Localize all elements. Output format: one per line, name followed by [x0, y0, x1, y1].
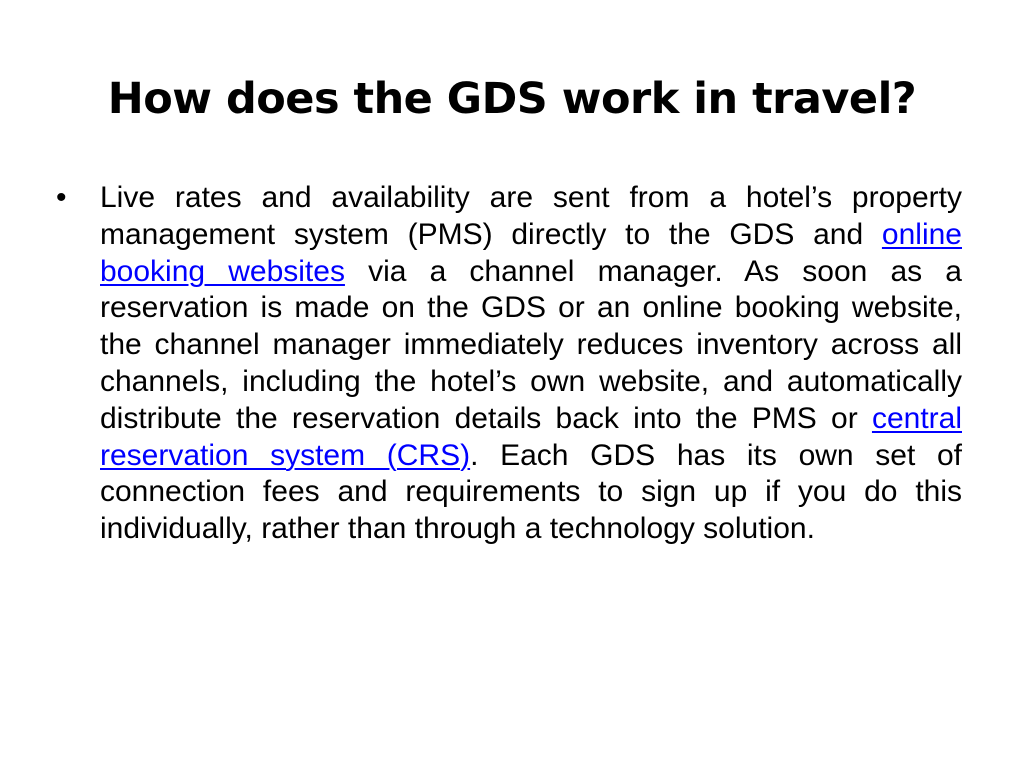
- bullet-item: [56, 180, 962, 548]
- bullet-list: [56, 180, 962, 548]
- slide-title: How does the GDS work in travel?: [107, 74, 917, 124]
- bullet-text-part-3: . Each GDS has its own set of connection fees and requirements to sign up if you do this individually, rather than through a technology solution.: [100, 438, 962, 546]
- online-booking-websites-link[interactable]: online booking websites: [100, 217, 962, 288]
- bullet-text-part-2: via a channel manager. As soon as a reservation is made on the GDS or an online booking website, the channel manager immediately reduces inventory across all channels, including the hotel’s own website, and automatically distribute the reservation details back into the PMS or: [100, 254, 962, 435]
- bullet-text-part-1: Live rates and availability are sent from a hotel’s property management system (PMS) directly to the GDS and: [100, 181, 962, 251]
- central-reservation-system-link[interactable]: central reservation system (CRS): [100, 401, 962, 472]
- bullet-dot-icon: •: [56, 181, 67, 214]
